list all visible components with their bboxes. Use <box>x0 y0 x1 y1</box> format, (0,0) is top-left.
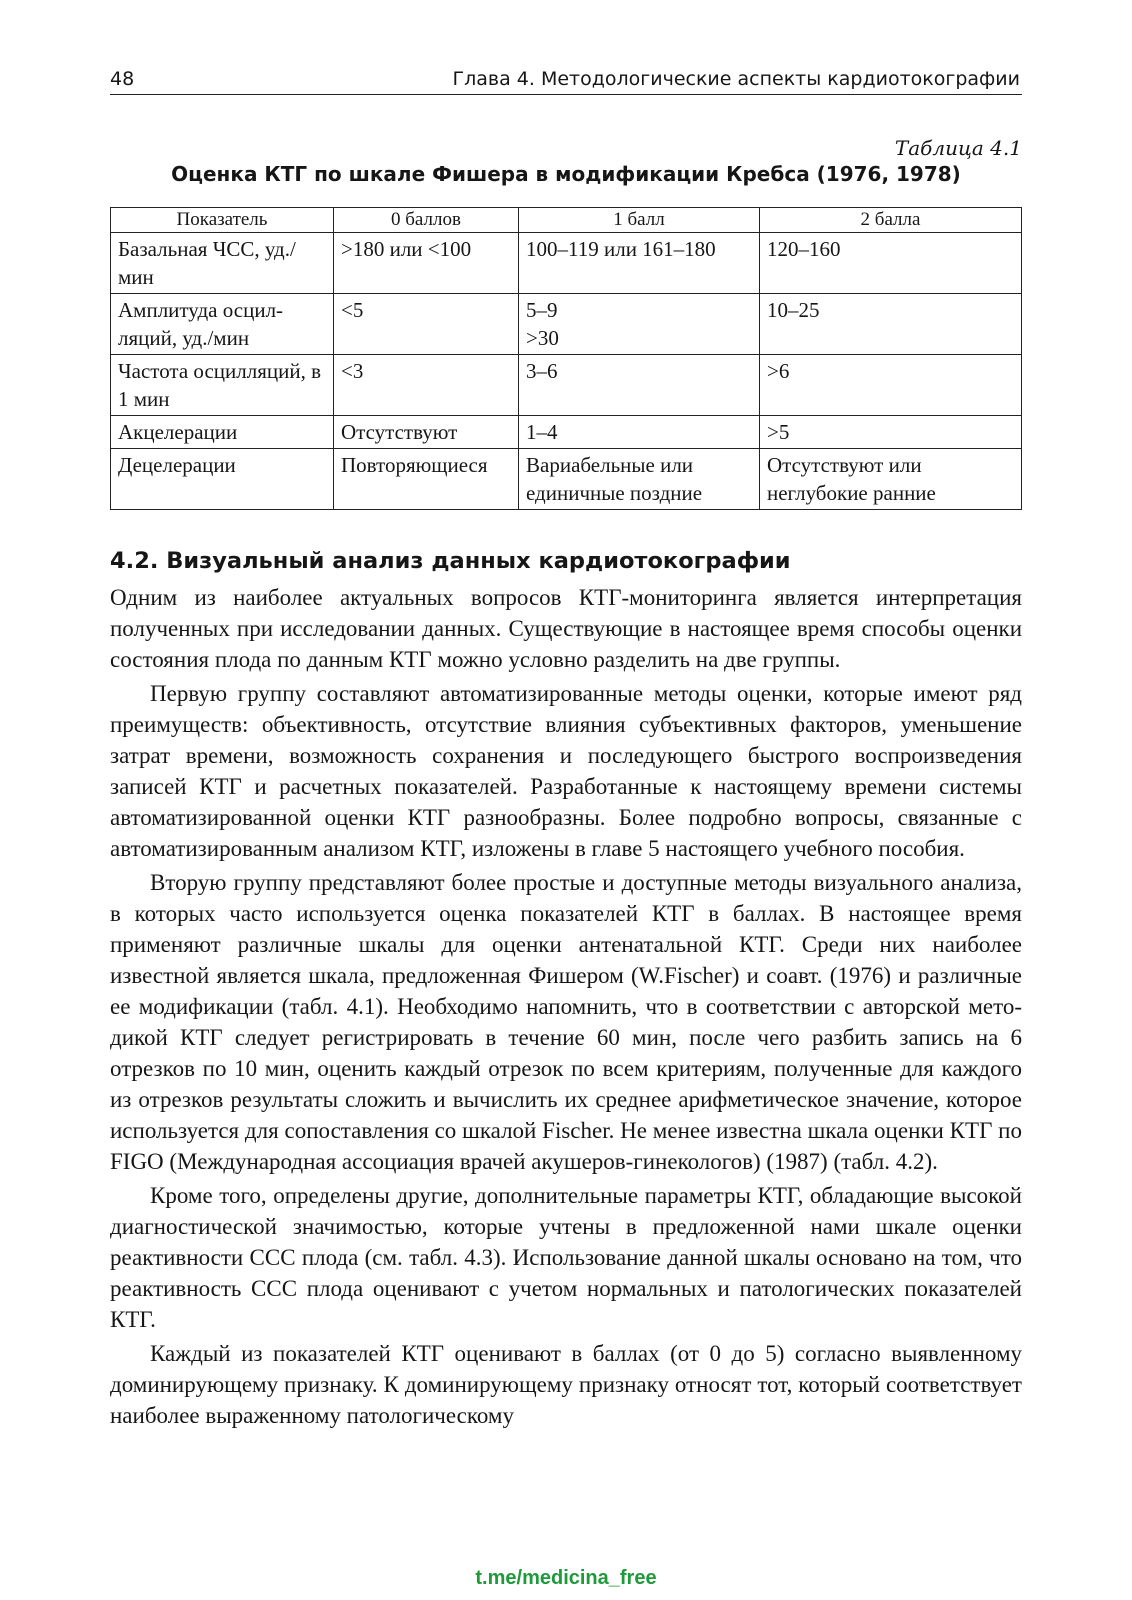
score2-cell: Отсутствуют или неглубокие ранние <box>760 449 1022 510</box>
paragraph: Вторую группу представляют более простые и доступные методы визуального анализа, в которых часто используется оценка показателей КТГ в баллах. В настоящее время применяют различные шкалы для оценки антенатальной КТГ. Среди них наиболее известной является шкала, предложенная Фишером (W.Fischer) и соавт. (1976) и различные ее модификации (табл. 4.1). Необходимо напомнить, что в соответствии с авторской методикой КТГ следует регистрировать в течение 60 мин, после чего разбить запись на 6 отрезков по 10 мин, оценить каждый отрезок по всем критериям, полученные для каждого из отрезков результаты сложить и вычислить их среднее арифметическое значение, которое используется для сопоставления со шкалой Fischer. Не менее известна шкала оценки КТГ по FIGO (Международная ассоциация врачей акушеров-гинекологов) (1987) (табл. 4.2). <box>110 870 1022 1174</box>
chapter-title: Глава 4. Методологические аспекты кардиотокографии <box>452 68 1020 90</box>
score0-cell: Повторяющиеся <box>334 449 519 510</box>
paragraph: Кроме того, определены другие, дополнительные параметры КТГ, обладающие высокой диагностической значимостью, которые учтены в предложенной нами шкале оценки реактивности ССС плода (см. табл. 4.3). Использование данной шкалы основано на том, что реактивность ССС плода оценивают с учетом нормальных и патологических показателей КТГ. <box>110 1183 1022 1332</box>
paragraph: Одним из наиболее актуальных вопросов КТГ-мониторинга является интерпретация полученных при исследовании данных. Существующие в настоящее время способы оценки состояния плода по данным КТГ можно условно разделить на две группы. <box>110 585 1022 672</box>
score1-cell: 5–9 >30 <box>519 294 760 355</box>
column-header: Показатель <box>111 208 334 233</box>
indicator-cell: Базальная ЧСС, уд./мин <box>111 233 334 294</box>
table-row <box>111 416 1022 449</box>
score1-cell: 1–4 <box>519 416 760 449</box>
score0-cell: Отсутствуют <box>334 416 519 449</box>
table-row <box>111 294 1022 355</box>
indicator-cell: Амплитуда осцилляций, уд./мин <box>111 294 334 355</box>
table-header-row <box>111 208 1022 233</box>
footer-link[interactable]: t.me/medicina_free <box>475 1567 657 1589</box>
indicator-cell: Децелерации <box>111 449 334 510</box>
score2-cell: 120–160 <box>760 233 1022 294</box>
score2-cell: >5 <box>760 416 1022 449</box>
table-row <box>111 355 1022 416</box>
table-row <box>111 233 1022 294</box>
score0-cell: <5 <box>334 294 519 355</box>
score1-cell: Вариабельные или единичные поздние <box>519 449 760 510</box>
score2-cell: 10–25 <box>760 294 1022 355</box>
score0-cell: >180 или <100 <box>334 233 519 294</box>
score0-cell: <3 <box>334 355 519 416</box>
score1-cell: 100–119 или 161–180 <box>519 233 760 294</box>
table-caption: Таблица 4.1 <box>894 136 1022 160</box>
running-head <box>110 64 1022 95</box>
section-body <box>110 582 1022 1431</box>
indicator-cell: Частота осцилляций, в 1 мин <box>111 355 334 416</box>
table-title: Оценка КТГ по шкале Фишера в модификации Кребса (1976, 1978) <box>171 162 961 186</box>
indicator-cell: Акцелерации <box>111 416 334 449</box>
section-heading: 4.2. Визуальный анализ данных кардиотокографии <box>110 548 791 574</box>
paragraph: Первую группу составляют автоматизированные методы оценки, которые имеют ряд преимуществ: объективность, отсутствие влияния субъективных факторов, уменьшение затрат времени, возможность сохранения и последующего быстрого воспроизведения записей КТГ и расчетных показателей. Разработанные к настоящему времени системы автоматизированной оценки КТГ разнообразны. Более подробно вопросы, связанные с автоматизированным анализом КТГ, изложены в главе 5 настоящего учебного пособия. <box>110 681 1022 861</box>
score1-cell: 3–6 <box>519 355 760 416</box>
score2-cell: >6 <box>760 355 1022 416</box>
fischer-score-table <box>110 207 1022 510</box>
table-row <box>111 449 1022 510</box>
column-header: 1 балл <box>519 208 760 233</box>
column-header: 0 баллов <box>334 208 519 233</box>
column-header: 2 балла <box>760 208 1022 233</box>
paragraph: Каждый из показателей КТГ оценивают в баллах (от 0 до 5) согласно выявленному доминирующему признаку. К доминирующему признаку относят тот, который соответствует наиболее выраженному патологическому <box>110 1341 1022 1428</box>
page-number: 48 <box>110 68 135 90</box>
